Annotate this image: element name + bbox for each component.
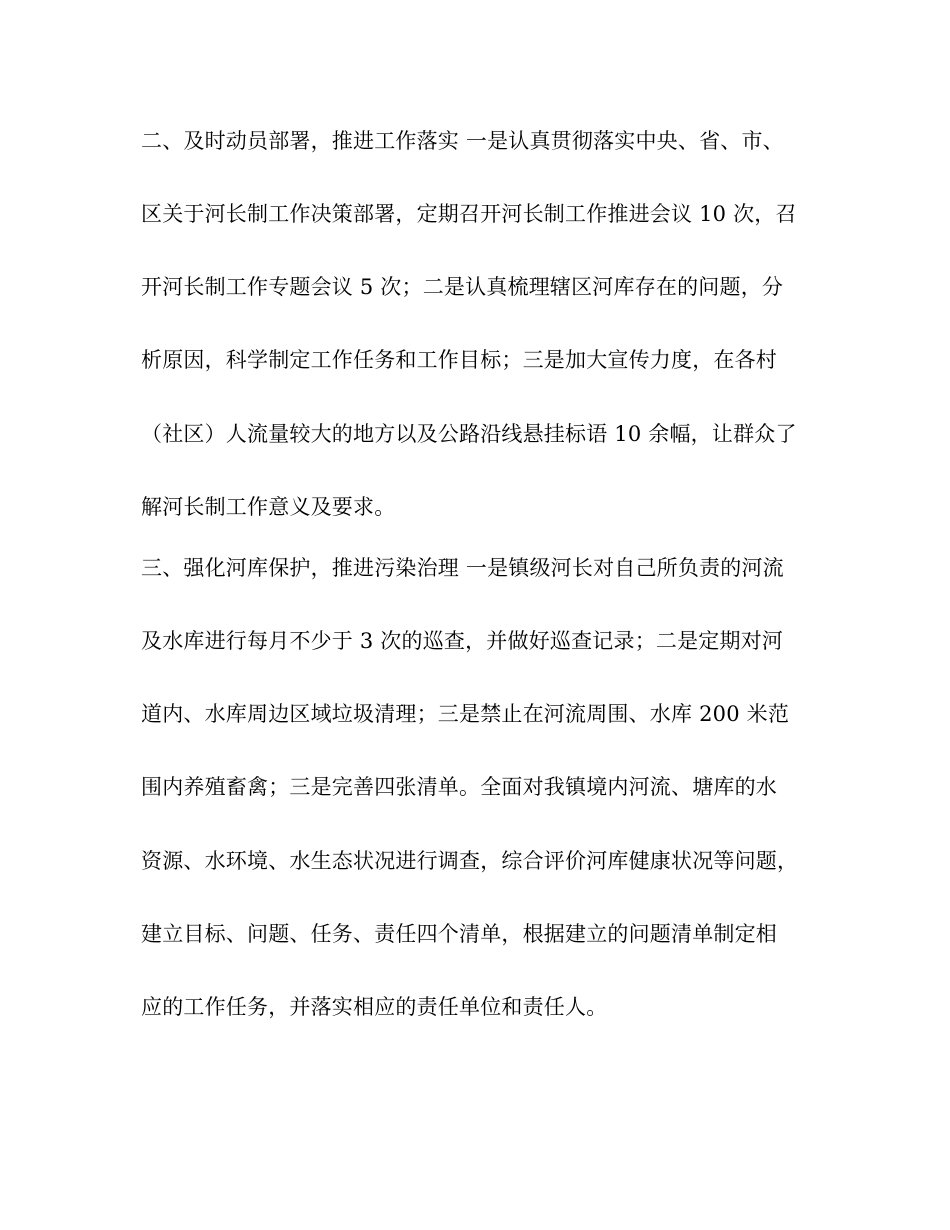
text-line: 开河长制工作专题会议 5 次；二是认真梳理辖区河库存在的问题，分	[141, 275, 784, 299]
text-line: 资源、水环境、水生态状况进行调查，综合评价河库健康状况等问题，	[141, 849, 799, 873]
text-line: 三、强化河库保护，推进污染治理 一是镇级河长对自己所负责的河流	[141, 556, 784, 580]
text-line: 解河长制工作意义及要求。	[141, 495, 396, 519]
text-line: 建立目标、问题、任务、责任四个清单，根据建立的问题清单制定相	[141, 922, 777, 946]
text-line: 应的工作任务，并落实相应的责任单位和责任人。	[141, 995, 608, 1019]
text-line: 二、及时动员部署，推进工作落实 一是认真贯彻落实中央、省、市、	[141, 129, 784, 153]
text-line: 道内、水库周边区域垃圾清理；三是禁止在河流周围、水库 200 米范	[141, 702, 790, 726]
text-line: 区关于河长制工作决策部署，定期召开河长制工作推进会议 10 次，召	[141, 202, 797, 226]
text-line: 析原因，科学制定工作任务和工作目标；三是加大宣传力度，在各村	[141, 348, 777, 372]
text-line: 及水库进行每月不少于 3 次的巡查，并做好巡查记录；二是定期对河	[141, 629, 784, 653]
text-line: （社区）人流量较大的地方以及公路沿线悬挂标语 10 余幅，让群众了	[141, 422, 797, 446]
text-line: 围内养殖畜禽；三是完善四张清单。全面对我镇境内河流、塘库的水	[141, 775, 777, 799]
